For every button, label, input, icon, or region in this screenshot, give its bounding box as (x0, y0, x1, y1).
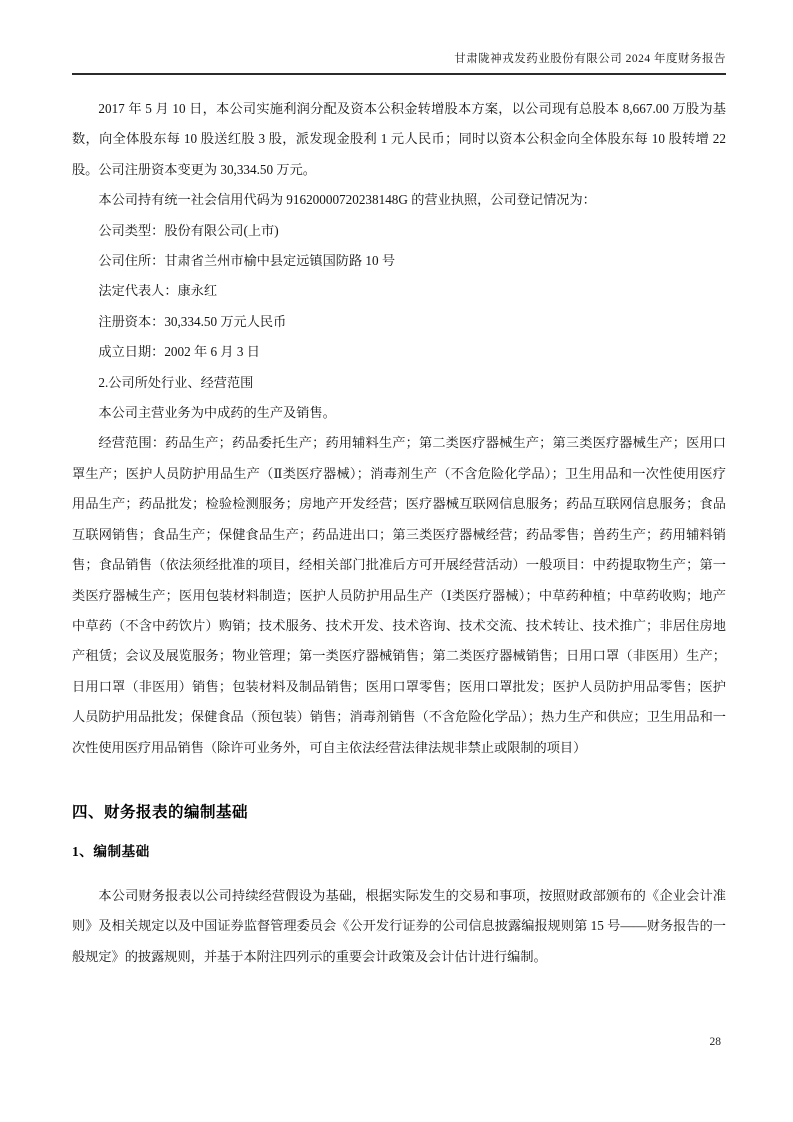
field-establish-date: 成立日期：2002 年 6 月 3 日 (98, 344, 260, 360)
paragraph-business-license: 本公司持有统一社会信用代码为 91620000720238148G 的营业执照，公司登记情况为： (98, 192, 596, 208)
paragraph-capital-increase: 2017 年 5 月 10 日，本公司实施利润分配及资本公积金转增股本方案，以公司现有总股本 8,667.00 万股为基数，向全体股东每 10 股送红股 3 股，派发现金股利 1 元人民币；同时以资本公积金向全体股东每 10 股转增 22 股。公司注册资本变更为 30,334.50 万元。 (72, 101, 726, 177)
industry-section-title: 2.公司所处行业、经营范围 (98, 374, 254, 390)
field-registered-capital: 注册资本：30,334.50 万元人民币 (98, 313, 287, 329)
paragraph-preparation-basis: 本公司财务报表以公司持续经营假设为基础，根据实际发生的交易和事项，按照财政部颁布的《企业会计准则》及相关规定以及中国证券监督管理委员会《公开发行证券的公司信息披露编报规则第 15 号——财务报告的一般规定》的披露规则，并基于本附注四列示的重要会计政策及会计估计进行编制。 (72, 887, 726, 964)
paragraph-business-scope: 经营范围：药品生产；药品委托生产；药用辅料生产；第二类医疗器械生产；第三类医疗器械生产；医用口罩生产；医护人员防护用品生产（Ⅱ类医疗器械）；消毒剂生产（不含危险化学品）；卫生用品和一次性使用医疗用品生产；药品批发；检验检测服务；房地产开发经营；医疗器械互联网信息服务；药品互联网信息服务；食品互联网销售；食品生产；保健食品生产；药品进出口；第三类医疗器械经营；药品零售；兽药生产；药用辅料销售；食品销售（依法须经批准的项目，经相关部门批准后方可开展经营活动）一般项目：中药提取物生产；第一类医疗器械生产；医用包装材料制造；医护人员防护用品生产（Ⅰ类医疗器械）；中草药种植；中草药收购；地产中草药（不含中药饮片）购销；技术服务、技术开发、技术咨询、技术交流、技术转让、技术推广；非居住房地产租赁；会议及展览服务；物业管理；第一类医疗器械销售；第二类医疗器械销售；日用口罩（非医用）生产；日用口罩（非医用）销售；包装材料及制品销售；医用口罩零售；医用口罩批发；医护人员防护用品零售；医护人员防护用品批发；保健食品（预包装）销售；消毒剂销售（不含危险化学品）；热力生产和供应；卫生用品和一次性使用医疗用品销售（除许可业务外，可自主依法经营法律法规非禁止或限制的项目） (72, 435, 726, 755)
subsection-heading-preparation-basis: 1、编制基础 (72, 843, 150, 859)
field-legal-representative: 法定代表人：康永红 (98, 283, 218, 299)
paragraph-main-business: 本公司主营业务为中成药的生产及销售。 (98, 405, 336, 421)
page-content (72, 94, 726, 972)
field-company-address: 公司住所：甘肃省兰州市榆中县定远镇国防路 10 号 (98, 253, 396, 269)
field-company-type: 公司类型：股份有限公司(上市) (98, 222, 279, 238)
page-header-title: 甘肃陇神戎发药业股份有限公司 2024 年度财务报告 (72, 50, 726, 75)
section-heading-basis-of-preparation: 四、财务报表的编制基础 (72, 803, 249, 821)
page-number: 28 (709, 1036, 721, 1048)
